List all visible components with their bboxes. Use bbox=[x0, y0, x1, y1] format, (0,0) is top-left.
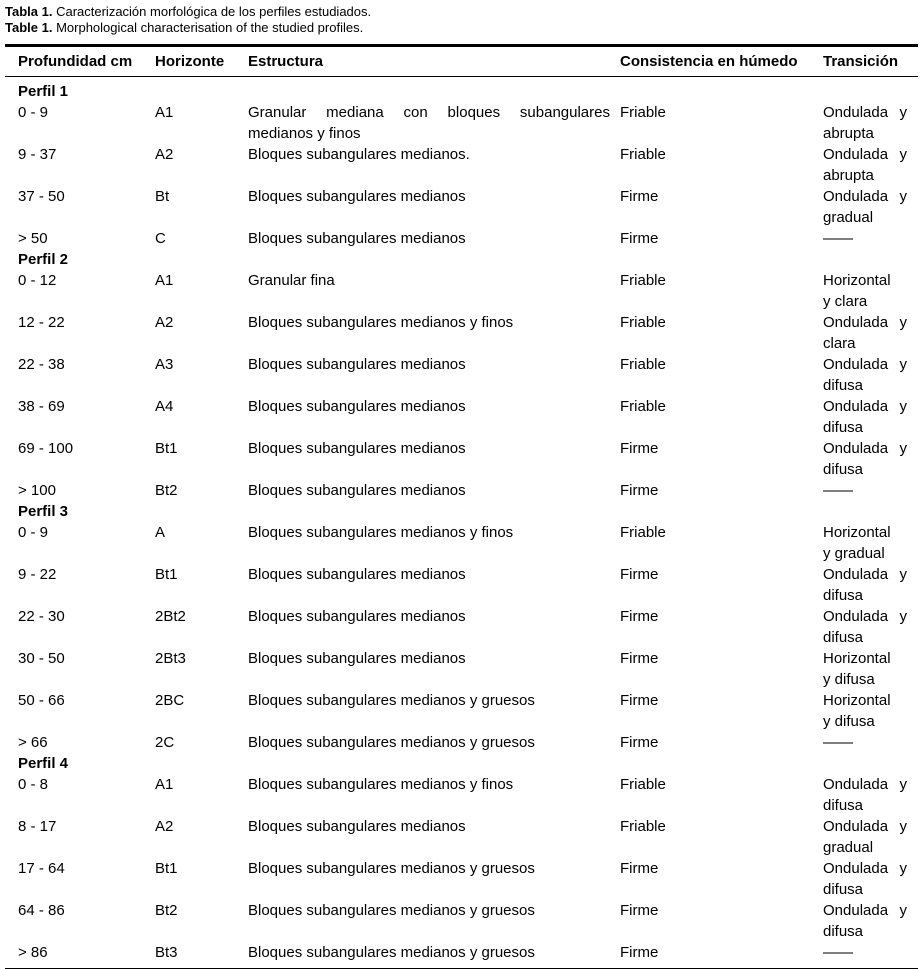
table-row bbox=[5, 480, 918, 501]
table-row bbox=[5, 102, 918, 144]
cell-line: A1 bbox=[155, 104, 174, 121]
cell-line: 9 - 22 bbox=[18, 566, 57, 583]
cell-line: difusa bbox=[823, 419, 864, 436]
header-row bbox=[5, 46, 918, 77]
cell-transition bbox=[823, 732, 918, 753]
cell-structure bbox=[248, 774, 620, 816]
profile-section-label: Perfil 4 bbox=[18, 755, 69, 772]
table-row bbox=[5, 438, 918, 480]
cell-line: > 50 bbox=[18, 230, 48, 247]
cell-line: Bloques subangulares medianos bbox=[248, 818, 466, 835]
cell-line: difusa bbox=[823, 461, 864, 478]
profile-section-row bbox=[5, 249, 918, 270]
cell-line: 50 - 66 bbox=[18, 692, 65, 709]
cell-depth bbox=[5, 354, 155, 396]
cell-line: Ondulada y bbox=[823, 314, 907, 331]
cell-consistency bbox=[620, 270, 823, 312]
cell-line: 69 - 100 bbox=[18, 440, 74, 457]
caption-es-text: Caracterización morfológica de los perfiles estudiados. bbox=[56, 4, 372, 19]
cell-consistency bbox=[620, 396, 823, 438]
cell-horizon bbox=[155, 606, 248, 648]
cell-line: Friable bbox=[620, 146, 666, 163]
cell-line: Bloques subangulares medianos y gruesos bbox=[248, 734, 535, 751]
cell-horizon bbox=[155, 270, 248, 312]
cell-line: y clara bbox=[823, 293, 868, 310]
cell-depth bbox=[5, 186, 155, 228]
cell-line: difusa bbox=[823, 377, 864, 394]
cell-consistency bbox=[620, 690, 823, 732]
table-row bbox=[5, 942, 918, 969]
cell-depth bbox=[5, 816, 155, 858]
morphology-table bbox=[5, 44, 918, 969]
cell-line: Horizontal bbox=[823, 524, 891, 541]
cell-line: abrupta bbox=[823, 125, 874, 142]
cell-consistency bbox=[620, 354, 823, 396]
cell-horizon bbox=[155, 648, 248, 690]
cell-line: A1 bbox=[155, 272, 174, 289]
cell-structure bbox=[248, 606, 620, 648]
cell-consistency bbox=[620, 312, 823, 354]
cell-line: clara bbox=[823, 335, 856, 352]
cell-line: A3 bbox=[155, 356, 174, 373]
cell-line: Granular fina bbox=[248, 272, 335, 289]
cell-depth bbox=[5, 480, 155, 501]
cell-depth bbox=[5, 396, 155, 438]
cell-horizon bbox=[155, 858, 248, 900]
col-header-depth: Profundidad cm bbox=[5, 46, 155, 77]
cell-line: Ondulada y bbox=[823, 776, 907, 793]
cell-structure bbox=[248, 270, 620, 312]
cell-transition bbox=[823, 942, 918, 969]
cell-line: 22 - 30 bbox=[18, 608, 65, 625]
cell-horizon bbox=[155, 396, 248, 438]
cell-line: 9 - 37 bbox=[18, 146, 57, 163]
cell-line: Ondulada y bbox=[823, 860, 907, 877]
cell-line: Bloques subangulares medianos bbox=[248, 482, 466, 499]
cell-line: Firme bbox=[620, 230, 659, 247]
cell-structure bbox=[248, 480, 620, 501]
cell-line: A2 bbox=[155, 314, 174, 331]
cell-line: Ondulada y bbox=[823, 440, 907, 457]
cell-depth bbox=[5, 690, 155, 732]
cell-structure bbox=[248, 438, 620, 480]
profile-section-label: Perfil 1 bbox=[18, 83, 69, 100]
col-header-structure: Estructura bbox=[248, 46, 620, 77]
table-row bbox=[5, 312, 918, 354]
cell-structure bbox=[248, 228, 620, 249]
cell-transition bbox=[823, 354, 918, 396]
profile-section-row bbox=[5, 501, 918, 522]
table-row bbox=[5, 648, 918, 690]
cell-line: 2C bbox=[155, 734, 175, 751]
cell-structure bbox=[248, 564, 620, 606]
cell-horizon bbox=[155, 354, 248, 396]
cell-line: C bbox=[155, 230, 166, 247]
caption-es-label: Tabla 1. bbox=[5, 4, 53, 19]
cell-line: 22 - 38 bbox=[18, 356, 65, 373]
cell-structure bbox=[248, 690, 620, 732]
cell-structure bbox=[248, 396, 620, 438]
cell-horizon bbox=[155, 102, 248, 144]
table-row bbox=[5, 186, 918, 228]
cell-depth bbox=[5, 312, 155, 354]
cell-line: Firme bbox=[620, 650, 659, 667]
cell-horizon bbox=[155, 144, 248, 186]
cell-line: > 86 bbox=[18, 944, 48, 961]
cell-transition bbox=[823, 858, 918, 900]
cell-line: Bloques subangulares medianos bbox=[248, 608, 466, 625]
cell-transition bbox=[823, 522, 918, 564]
cell-horizon bbox=[155, 438, 248, 480]
table-row bbox=[5, 270, 918, 312]
cell-transition bbox=[823, 480, 918, 501]
cell-line: Friable bbox=[620, 776, 666, 793]
cell-transition bbox=[823, 606, 918, 648]
cell-line: —— bbox=[823, 230, 853, 247]
cell-line: Ondulada y bbox=[823, 188, 907, 205]
cell-line: Firme bbox=[620, 734, 659, 751]
cell-line: Bloques subangulares medianos y finos bbox=[248, 524, 514, 541]
cell-structure bbox=[248, 312, 620, 354]
cell-depth bbox=[5, 522, 155, 564]
cell-depth bbox=[5, 102, 155, 144]
cell-horizon bbox=[155, 186, 248, 228]
cell-line: difusa bbox=[823, 797, 864, 814]
cell-structure bbox=[248, 816, 620, 858]
table-header bbox=[5, 46, 918, 77]
caption-en-label: Table 1. bbox=[5, 20, 53, 35]
cell-line: Ondulada y bbox=[823, 398, 907, 415]
cell-line: Bt2 bbox=[155, 482, 178, 499]
cell-line: Bloques subangulares medianos. bbox=[248, 146, 470, 163]
cell-line: Bloques subangulares medianos y gruesos bbox=[248, 902, 535, 919]
cell-depth bbox=[5, 228, 155, 249]
cell-consistency bbox=[620, 648, 823, 690]
cell-transition bbox=[823, 312, 918, 354]
table-row bbox=[5, 522, 918, 564]
cell-line: 0 - 9 bbox=[18, 104, 49, 121]
cell-line: Firme bbox=[620, 188, 659, 205]
cell-transition bbox=[823, 102, 918, 144]
cell-horizon bbox=[155, 690, 248, 732]
cell-horizon bbox=[155, 522, 248, 564]
cell-depth bbox=[5, 732, 155, 753]
cell-line: Horizontal bbox=[823, 272, 891, 289]
cell-line: Firme bbox=[620, 692, 659, 709]
cell-depth bbox=[5, 900, 155, 942]
cell-line: Bloques subangulares medianos bbox=[248, 230, 466, 247]
table-row bbox=[5, 858, 918, 900]
cell-line: Bloques subangulares medianos y gruesos bbox=[248, 860, 535, 877]
cell-horizon bbox=[155, 942, 248, 969]
cell-line: > 66 bbox=[18, 734, 48, 751]
cell-line: Bloques subangulares medianos bbox=[248, 440, 466, 457]
cell-depth bbox=[5, 648, 155, 690]
cell-line: A1 bbox=[155, 776, 174, 793]
cell-structure bbox=[248, 942, 620, 969]
cell-line: Bloques subangulares medianos bbox=[248, 398, 466, 415]
cell-line: abrupta bbox=[823, 167, 874, 184]
cell-consistency bbox=[620, 858, 823, 900]
cell-line: Horizontal bbox=[823, 650, 891, 667]
cell-structure bbox=[248, 732, 620, 753]
cell-line: 12 - 22 bbox=[18, 314, 65, 331]
cell-line: A2 bbox=[155, 146, 174, 163]
cell-line: Ondulada y bbox=[823, 818, 907, 835]
cell-line: —— bbox=[823, 734, 853, 751]
cell-line: difusa bbox=[823, 629, 864, 646]
cell-line: Firme bbox=[620, 902, 659, 919]
cell-line: Firme bbox=[620, 566, 659, 583]
profile-section-row bbox=[5, 753, 918, 774]
cell-transition bbox=[823, 564, 918, 606]
cell-line: Bt3 bbox=[155, 944, 178, 961]
cell-line: difusa bbox=[823, 923, 864, 940]
profile-section-label: Perfil 2 bbox=[18, 251, 69, 268]
cell-consistency bbox=[620, 480, 823, 501]
cell-horizon bbox=[155, 228, 248, 249]
cell-line: gradual bbox=[823, 209, 874, 226]
cell-consistency bbox=[620, 816, 823, 858]
cell-structure bbox=[248, 186, 620, 228]
table-row bbox=[5, 354, 918, 396]
table-row bbox=[5, 564, 918, 606]
cell-horizon bbox=[155, 312, 248, 354]
cell-horizon bbox=[155, 774, 248, 816]
cell-line: Bloques subangulares medianos y finos bbox=[248, 314, 514, 331]
table-row bbox=[5, 606, 918, 648]
cell-line: Bt1 bbox=[155, 566, 178, 583]
cell-line: Firme bbox=[620, 608, 659, 625]
table-row bbox=[5, 900, 918, 942]
cell-transition bbox=[823, 270, 918, 312]
cell-horizon bbox=[155, 564, 248, 606]
cell-consistency bbox=[620, 564, 823, 606]
cell-line: 0 - 12 bbox=[18, 272, 57, 289]
cell-line: difusa bbox=[823, 587, 864, 604]
cell-structure bbox=[248, 144, 620, 186]
cell-depth bbox=[5, 270, 155, 312]
cell-line: 64 - 86 bbox=[18, 902, 65, 919]
cell-line: Friable bbox=[620, 314, 666, 331]
cell-transition bbox=[823, 774, 918, 816]
cell-line: —— bbox=[823, 482, 853, 499]
cell-structure bbox=[248, 900, 620, 942]
cell-structure bbox=[248, 648, 620, 690]
cell-line: Bt1 bbox=[155, 440, 178, 457]
cell-line: y gradual bbox=[823, 545, 885, 562]
cell-consistency bbox=[620, 774, 823, 816]
cell-line: Bloques subangulares medianos bbox=[248, 356, 466, 373]
table-body bbox=[5, 77, 918, 969]
table-caption bbox=[5, 4, 371, 36]
cell-line: y difusa bbox=[823, 671, 875, 688]
cell-line: Bt2 bbox=[155, 902, 178, 919]
cell-transition bbox=[823, 144, 918, 186]
cell-line: Horizontal bbox=[823, 692, 891, 709]
cell-line: 0 - 8 bbox=[18, 776, 49, 793]
cell-structure bbox=[248, 522, 620, 564]
cell-consistency bbox=[620, 228, 823, 249]
cell-line: Friable bbox=[620, 398, 666, 415]
cell-consistency bbox=[620, 732, 823, 753]
caption-english bbox=[5, 20, 371, 36]
table-row bbox=[5, 690, 918, 732]
cell-horizon bbox=[155, 816, 248, 858]
cell-line: Friable bbox=[620, 272, 666, 289]
cell-line: Firme bbox=[620, 440, 659, 457]
cell-consistency bbox=[620, 438, 823, 480]
cell-line: A2 bbox=[155, 818, 174, 835]
cell-consistency bbox=[620, 606, 823, 648]
cell-line: medianos y finos bbox=[248, 125, 361, 142]
cell-line: 0 - 9 bbox=[18, 524, 49, 541]
cell-line: A bbox=[155, 524, 166, 541]
cell-line: Ondulada y bbox=[823, 902, 907, 919]
cell-horizon bbox=[155, 732, 248, 753]
table-row bbox=[5, 732, 918, 753]
cell-line: Friable bbox=[620, 104, 666, 121]
cell-transition bbox=[823, 900, 918, 942]
cell-line: Bloques subangulares medianos y gruesos bbox=[248, 692, 535, 709]
cell-line: Bloques subangulares medianos y finos bbox=[248, 776, 514, 793]
cell-depth bbox=[5, 858, 155, 900]
cell-line: Friable bbox=[620, 356, 666, 373]
table-row bbox=[5, 774, 918, 816]
cell-line: Bloques subangulares medianos bbox=[248, 650, 466, 667]
caption-spanish bbox=[5, 4, 371, 20]
cell-structure bbox=[248, 354, 620, 396]
cell-line: Friable bbox=[620, 818, 666, 835]
cell-transition bbox=[823, 396, 918, 438]
cell-structure bbox=[248, 858, 620, 900]
col-header-horizon: Horizonte bbox=[155, 46, 248, 77]
cell-line: 37 - 50 bbox=[18, 188, 65, 205]
cell-horizon bbox=[155, 900, 248, 942]
cell-line: A4 bbox=[155, 398, 174, 415]
cell-line: —— bbox=[823, 944, 853, 961]
cell-line: 38 - 69 bbox=[18, 398, 65, 415]
cell-line: Firme bbox=[620, 860, 659, 877]
cell-consistency bbox=[620, 186, 823, 228]
cell-consistency bbox=[620, 942, 823, 969]
cell-line: 8 - 17 bbox=[18, 818, 57, 835]
cell-line: 2Bt3 bbox=[155, 650, 186, 667]
cell-depth bbox=[5, 942, 155, 969]
cell-horizon bbox=[155, 480, 248, 501]
table-row bbox=[5, 816, 918, 858]
table-row bbox=[5, 228, 918, 249]
cell-line: Granular mediana con bloques subangulares bbox=[248, 104, 610, 121]
cell-line: Friable bbox=[620, 524, 666, 541]
cell-line: Ondulada y bbox=[823, 356, 907, 373]
cell-depth bbox=[5, 564, 155, 606]
table-row bbox=[5, 144, 918, 186]
cell-transition bbox=[823, 438, 918, 480]
profile-section-label: Perfil 3 bbox=[18, 503, 69, 520]
cell-line: Bloques subangulares medianos y gruesos bbox=[248, 944, 535, 961]
cell-depth bbox=[5, 144, 155, 186]
cell-transition bbox=[823, 690, 918, 732]
table-row bbox=[5, 396, 918, 438]
cell-transition bbox=[823, 816, 918, 858]
cell-transition bbox=[823, 186, 918, 228]
cell-line: Ondulada y bbox=[823, 146, 907, 163]
cell-depth bbox=[5, 606, 155, 648]
col-header-transition: Transición bbox=[823, 46, 918, 77]
cell-line: y difusa bbox=[823, 713, 875, 730]
cell-line: Ondulada y bbox=[823, 608, 907, 625]
cell-line: 2BC bbox=[155, 692, 185, 709]
cell-line: > 100 bbox=[18, 482, 56, 499]
cell-line: 17 - 64 bbox=[18, 860, 65, 877]
cell-line: Ondulada y bbox=[823, 566, 907, 583]
cell-line: Firme bbox=[620, 944, 659, 961]
cell-line: gradual bbox=[823, 839, 874, 856]
cell-consistency bbox=[620, 900, 823, 942]
cell-line: 2Bt2 bbox=[155, 608, 186, 625]
col-header-consistency: Consistencia en húmedo bbox=[620, 46, 823, 77]
cell-structure bbox=[248, 102, 620, 144]
cell-line: Bt1 bbox=[155, 860, 178, 877]
cell-line: Firme bbox=[620, 482, 659, 499]
cell-depth bbox=[5, 438, 155, 480]
cell-line: Ondulada y bbox=[823, 104, 907, 121]
cell-line: difusa bbox=[823, 881, 864, 898]
cell-transition bbox=[823, 648, 918, 690]
cell-line: 30 - 50 bbox=[18, 650, 65, 667]
cell-consistency bbox=[620, 522, 823, 564]
profile-section-row bbox=[5, 77, 918, 103]
cell-consistency bbox=[620, 144, 823, 186]
cell-transition bbox=[823, 228, 918, 249]
cell-line: Bt bbox=[155, 188, 170, 205]
caption-en-text: Morphological characterisation of the studied profiles. bbox=[56, 20, 364, 35]
cell-depth bbox=[5, 774, 155, 816]
cell-consistency bbox=[620, 102, 823, 144]
cell-line: Bloques subangulares medianos bbox=[248, 188, 466, 205]
cell-line: Bloques subangulares medianos bbox=[248, 566, 466, 583]
